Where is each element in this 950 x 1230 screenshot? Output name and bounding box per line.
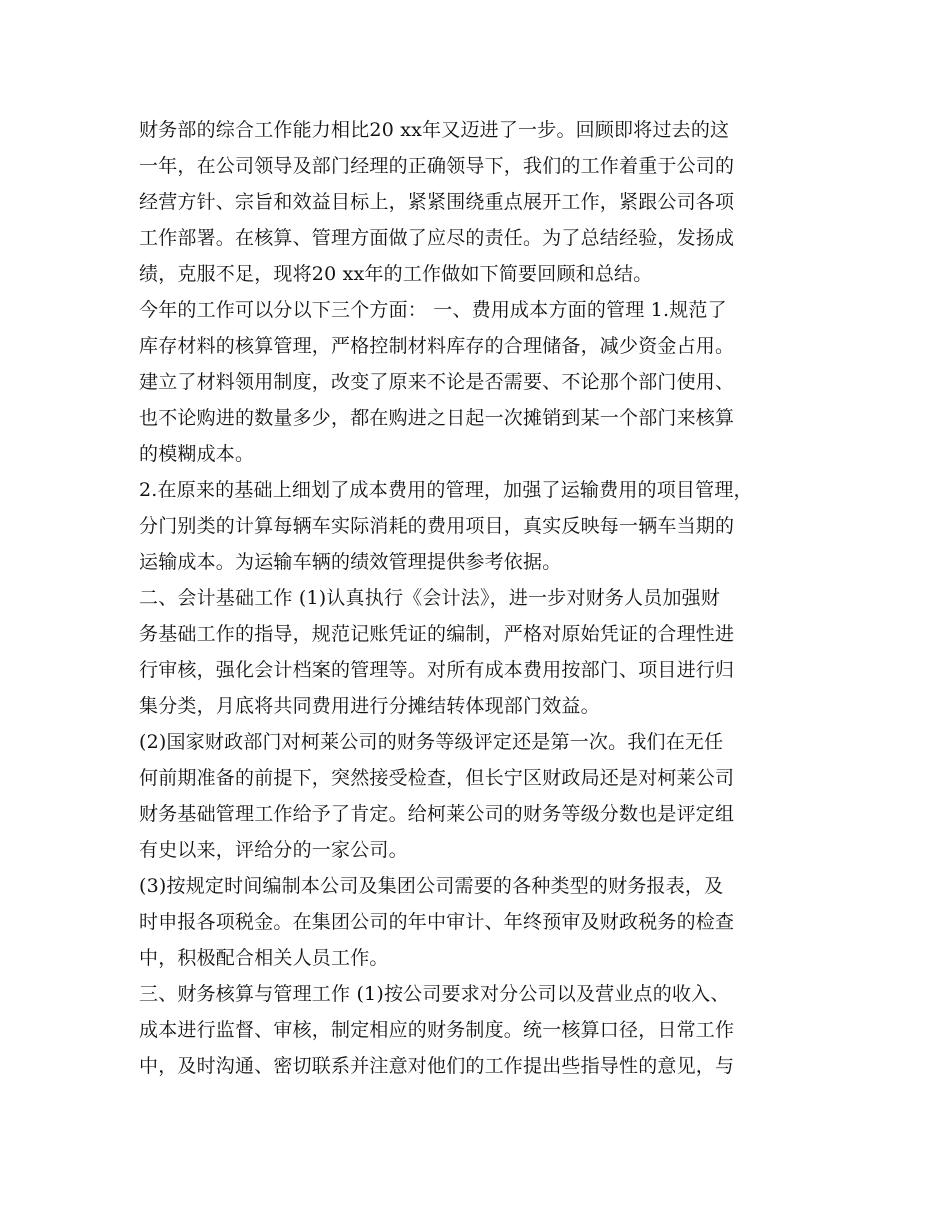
text-line: 中，积极配合相关人员工作。 bbox=[139, 947, 389, 969]
text-line: 有史以来，评给分的一家公司。 bbox=[139, 839, 408, 861]
text-line: 财务部的综合工作能力相比20 xx年又迈进了一步。回顾即将过去的这 bbox=[139, 119, 730, 141]
text-line: 运输成本。为运输车辆的绩效管理提供参考依据。 bbox=[139, 551, 562, 573]
text-line: 分门别类的计算每辆车实际消耗的费用项目，真实反映每一辆车当期的 bbox=[139, 515, 735, 537]
text-line: 2.在原来的基础上细划了成本费用的管理，加强了运输费用的项目管理， bbox=[139, 479, 753, 501]
text-line: 中，及时沟通、密切联系并注意对他们的工作提出些指导性的意见，与 bbox=[139, 1055, 735, 1077]
text-line: 的模糊成本。 bbox=[139, 443, 255, 465]
text-line: 今年的工作可以分以下三个方面： 一、费用成本方面的管理 1.规范了 bbox=[139, 299, 727, 321]
text-line: 库存材料的核算管理，严格控制材料库存的合理储备，减少资金占用。 bbox=[139, 335, 735, 357]
text-line: (3)按规定时间编制本公司及集团公司需要的各种类型的财务报表，及 bbox=[139, 875, 724, 897]
text-line: 三、财务核算与管理工作 (1)按公司要求对分公司以及营业点的收入、 bbox=[139, 983, 730, 1005]
text-line: 一年，在公司领导及部门经理的正确领导下，我们的工作着重于公司的 bbox=[139, 155, 735, 177]
text-line: 时申报各项税金。在集团公司的年中审计、年终预审及财政税务的检查 bbox=[139, 911, 735, 933]
text-line: 经营方针、宗旨和效益目标上，紧紧围绕重点展开工作，紧跟公司各项 bbox=[139, 191, 735, 213]
text-line: 财务基础管理工作给予了肯定。给柯莱公司的财务等级分数也是评定组 bbox=[139, 803, 735, 825]
text-line: 集分类，月底将共同费用进行分摊结转体现部门效益。 bbox=[139, 695, 600, 717]
text-line: 二、会计基础工作 (1)认真执行《会计法》，进一步对财务人员加强财 bbox=[139, 587, 721, 609]
text-line: 行审核，强化会计档案的管理等。对所有成本费用按部门、项目进行归 bbox=[139, 659, 735, 681]
text-line: 成本进行监督、审核，制定相应的财务制度。统一核算口径，日常工作 bbox=[139, 1019, 735, 1041]
text-line: 务基础工作的指导，规范记账凭证的编制，严格对原始凭证的合理性进 bbox=[139, 623, 735, 645]
text-line: (2)国家财政部门对柯莱公司的财务等级评定还是第一次。我们在无任 bbox=[139, 731, 724, 753]
text-line: 绩，克服不足，现将20 xx年的工作做如下简要回顾和总结。 bbox=[139, 263, 653, 285]
text-line: 建立了材料领用制度，改变了原来不论是否需要、不论那个部门使用、 bbox=[139, 371, 735, 393]
text-line: 工作部署。在核算、管理方面做了应尽的责任。为了总结经验，发扬成 bbox=[139, 227, 735, 249]
text-line: 也不论购进的数量多少，都在购进之日起一次摊销到某一个部门来核算 bbox=[139, 407, 735, 429]
text-line: 何前期准备的前提下，突然接受检查，但长宁区财政局还是对柯莱公司 bbox=[139, 767, 735, 789]
document-body bbox=[139, 112, 819, 1084]
